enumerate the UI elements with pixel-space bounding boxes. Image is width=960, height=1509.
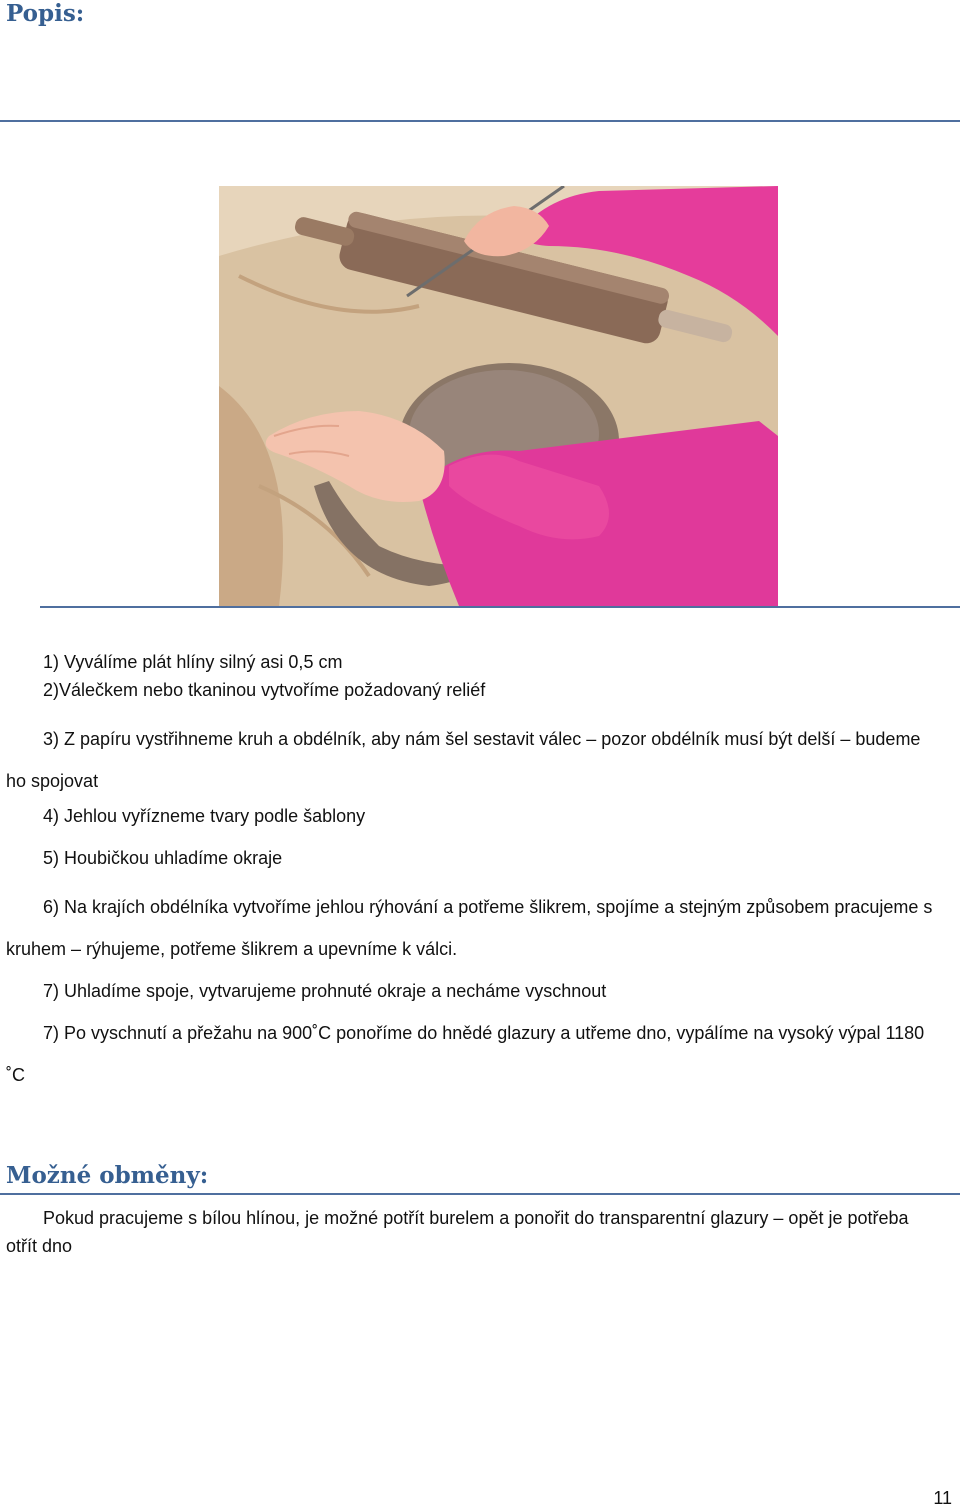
variations-heading: Možné obměny: bbox=[6, 1162, 209, 1189]
step-6: 6) Na krajích obdélníka vytvoříme jehlou rýhování a potřeme šlikrem, spojíme a stejným způsobem pracujeme s kruhem – rýhujeme, potřeme šlikrem a upevníme k válci. bbox=[6, 897, 933, 959]
step-3: 3) Z papíru vystřihneme kruh a obdélník, aby nám šel sestavit válec – pozor obdélník musí být delší – budeme ho spojovat bbox=[6, 729, 921, 791]
clay-work-photo bbox=[219, 186, 778, 606]
step-7: 7) Uhladíme spoje, vytvarujeme prohnuté okraje a necháme vyschnout bbox=[43, 981, 607, 1001]
step-8: 7) Po vyschnutí a přežahu na 900˚C ponoříme do hnědé glazury a utřeme dno, vypálíme na vysoký výpal 1180 ˚C bbox=[6, 1023, 925, 1085]
description-heading: Popis: bbox=[6, 0, 85, 27]
variations-text: Pokud pracujeme s bílou hlínou, je možné potřít burelem a ponořit do transparentní glazury – opět je potřeba otřít dno bbox=[6, 1208, 909, 1256]
step-1: 1) Vyválíme plát hlíny silný asi 0,5 cm bbox=[43, 652, 343, 672]
photo-divider bbox=[40, 606, 960, 608]
step-5: 5) Houbičkou uhladíme okraje bbox=[43, 848, 283, 868]
section-divider bbox=[0, 120, 960, 122]
variations-divider bbox=[0, 1193, 960, 1195]
step-2: 2)Válečkem nebo tkaninou vytvoříme požadovaný reliéf bbox=[43, 680, 486, 700]
page-number: 11 bbox=[933, 1488, 952, 1508]
step-4: 4) Jehlou vyřízneme tvary podle šablony bbox=[43, 806, 366, 826]
